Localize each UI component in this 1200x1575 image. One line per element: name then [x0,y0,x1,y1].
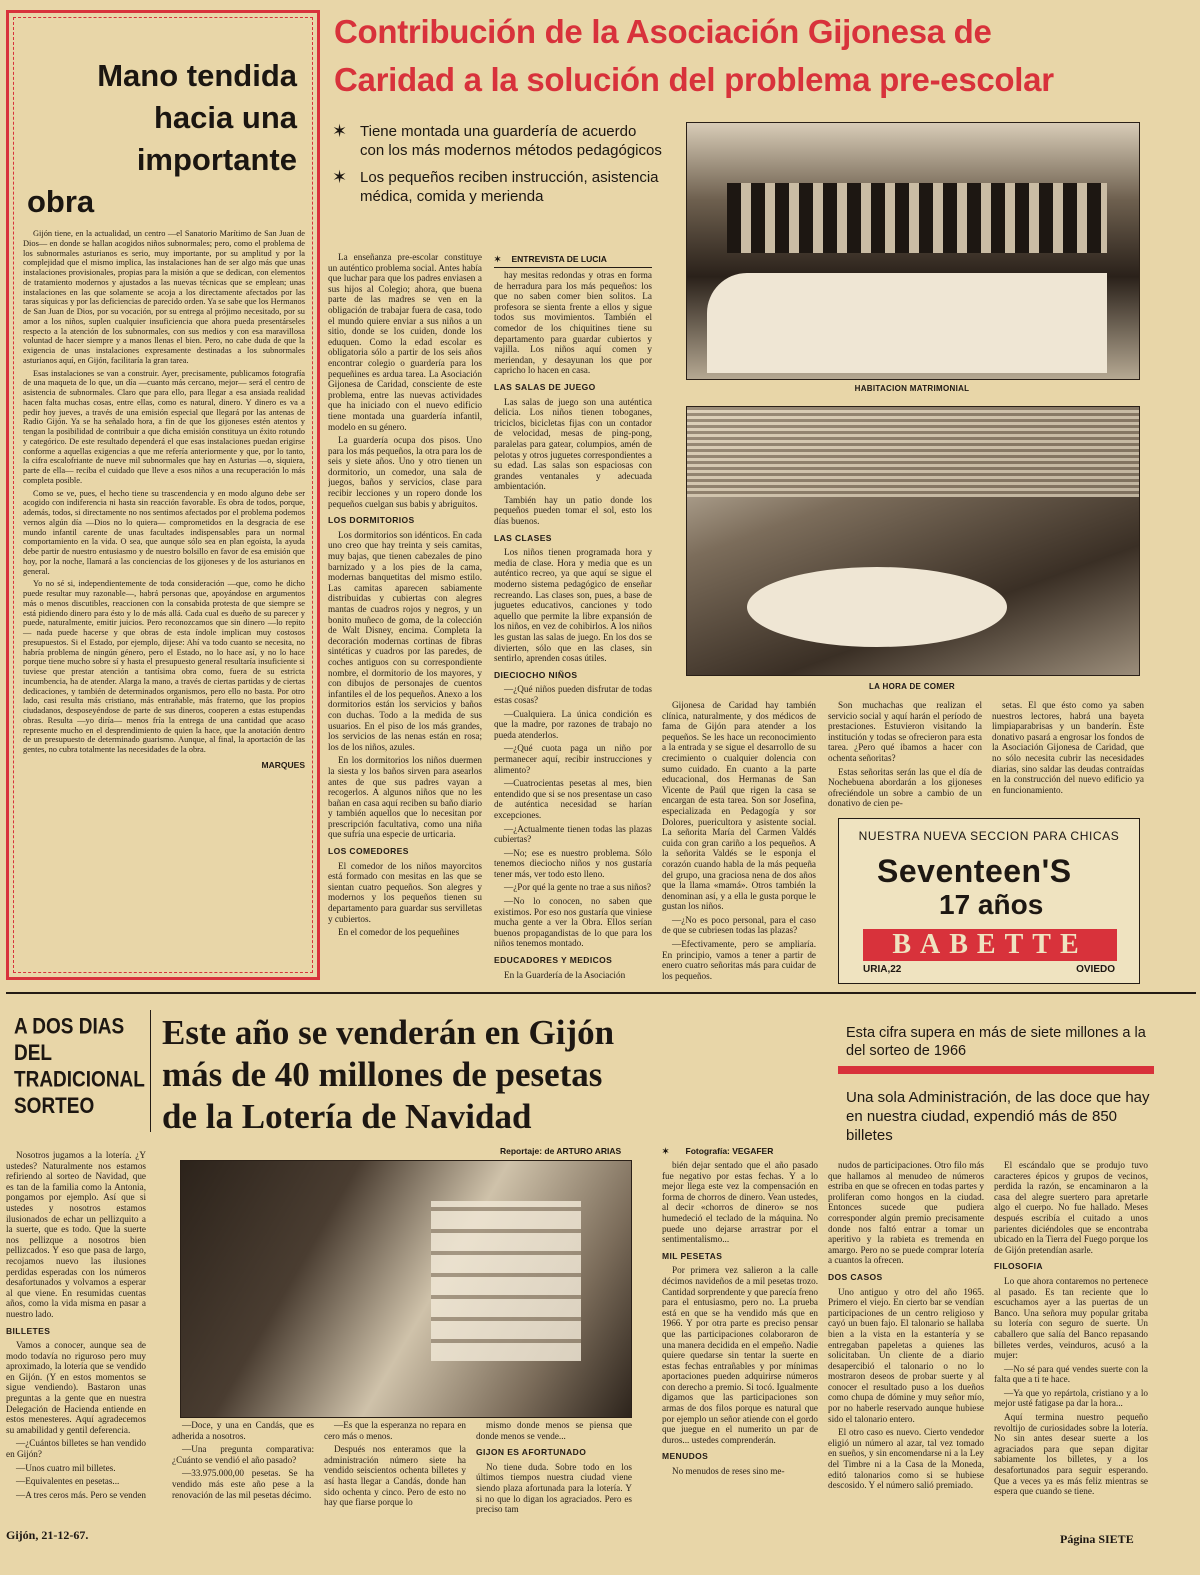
top-column-3 [662,700,816,990]
paragraph: —Unos cuatro mil billetes. [16,1462,116,1473]
paragraph: La guardería ocupa dos pisos. Uno para los más pequeños, la otra para los de seis y siete años. Uno y otro tienen un dormitorio, un comedor, una sala de juegos, baños y servicios, clase para recibir lecciones y un ropero donde los pequeños cuelgan sus babis y abriguitos. [328,435,482,509]
subheading: MIL PESETAS [662,1250,723,1261]
sidebar-paragraph: Como se ve, pues, el hecho tiene su trascendencia y en modo alguno debe ser acogido con indiferencia ni hasta sin reacción favorable. Es obra de todos, porque, además, todos, si directamente no nos sentimos afectados por el problema podemos vernos algún día —Dios no lo quiera— comprometidos en la desgracia de ese mundo infantil carente de unas facultades indispensables para un normal comportamiento en la vida. O sea, que aunque sólo sea en plan egoísta, la ayuda debe partir de nuestro entusiasmo y de nuestro bolsillo en favor de esa emisión que hoy, por la noche, llamará a las conciencias de los gijoneses y de los asturianos en general. [23,488,305,576]
col-content [324,1420,466,1508]
sidebar-title-line: Mano tendida [97,58,297,93]
kicker-line: TRADICIONAL [14,1068,145,1093]
paragraph: bién dejar sentado que el año pasado fue negativo por estas fechas. Y a lo mejor llega este vez la compensación en forma de chorros de dinero. Vean ustedes, al decir «chorros de dinero» se nos humedeció el teclado de la máquina. No puede uno dejarse arrastrar por el sentimentalismo... [662,1160,818,1245]
kicker-line: SORTEO [14,1094,95,1119]
col-content [662,1160,818,1477]
sidebar-title-line: importante [136,142,297,177]
paragraph: —¿Qué niños pueden disfrutar de todas estas cosas? [494,684,652,705]
star-icon: ✶ [662,1146,670,1156]
paragraph: Por primera vez salieron a la calle décimos navideños de a mil pesetas trozo. Cantidad sorprendente y que parecía freno para el entusiasmo, pero no. La prueba está en que se ha vendido más que en 1966. Y por otra parte es preciso pensar que las participaciones colaboraron de una manera decidida en el empeño. Nadie quiere quedarse sin tentar la suerte en estas fechas entrañables y por mínimas aportaciones pueden adquirirse números con derecho a premio. Si tocó. Igualmente digamos que las participaciones son armas de dos filos porque es natural que por ejemplo un señor atiende con el gordo que juegue en el numerito un par de duros... ustedes comprenderán. [662,1265,818,1445]
sidebar-paragraph: Yo no sé si, independientemente de toda consideración —que, como he dicho puede resultar muy razonable—, habrá personas que, apoyándose en argumentos más o menos discutibles, reaccionen con la consabida protesta de que siempre se está pidiendo dinero para ésto y lo de más allá. Cada cual es dueño de su parecer y puede, naturalmente, emitir juicios. Pero reconozcamos que sin dinero —lo repito— nada puede hacerse y que obras de esta índole implican muy costosos presupuestos. Si el Estado, por ejemplo, dijese: Ahí va todo cuanto se necesita, no habría problema de ningún género, pero el Estado, no lo hace así, y no lo hace porque tiene mucho sobre sí y hasta el presupuesto general resultaría insuficiente si tuviese que prestar atención a tantísima obra como, fuera de su estricta incumbencia, ha de atender. Alarga la mano, a través de ciertas partidas y de ciertas dedicaciones, y también de determinados organismos, pero ello no basta. Por otro lado, casi resulta más cristiano, más entrañable, más fraterno, que los propios ciudadanos, desposeyéndose de parte de sus dineros, cooperen a estas estupendas obras. Resulta —yo diría— menos fría la entrega de una cantidad que acaso represente mucho en el desprendimiento de quien la hace, que la anotación dentro de un presupuesto de determinado guarismo. Aunque, al final, la aportación de las gentes, no cubra totalmente las necesidades de la obra. [23,579,305,754]
subheading: MENUDOS [662,1451,709,1462]
sidebar-frame [6,10,320,980]
bottom-column-6 [828,1160,984,1520]
ad-years: 17 años [939,889,1044,920]
subheading: LAS CLASES [494,532,552,543]
bullet-text: Los pequeños reciben instrucción, asistencia médica, comida y merienda [360,169,659,205]
lottery-headline-line: de la Lotería de Navidad [162,1097,532,1136]
paragraph: Aquí termina nuestro pequeño revoltijo de curiosidades sobre la lotería. No sin antes desear suerte a los agraciados para que sepan digitar sabiamente los billetes, y a los desafortunados para seguir esperando. Que a veces ya es más feliz mientras se espera que cuando se tiene. [994,1412,1148,1497]
paragraph: —Doce, y una en Candás, que es adherida a nosotros. [172,1420,314,1441]
bottom-column-4 [476,1420,632,1520]
ad-store-logo [863,929,1117,961]
kicker-line: A DOS DIAS [14,1015,125,1040]
deck-red-rule [838,1066,1154,1074]
paragraph: —A tres ceros más. Pero se venden [16,1489,146,1500]
sidebar-paragraph: Gijón tiene, en la actualidad, un centro —el Sanatorio Marítimo de San Juan de Dios— en donde se hallan acogidos niños subnormales; pero, como el problema de los subnormales asturianos es serio, muy importante, por su amplitud y por la complejidad que el mismo implica, las instalaciones han de ser algo más que unas instalaciones provisionales, propias para la misión a que se dedican, con elementos de tratamiento modernos y ajustados a las nuevas técnicas que se emplean; unas instalaciones en las que solamente se acoja a los directamente afectados por las taras síquicas y por las deficiencias de parecido orden. Ya se sabe que los Hermanos de San Juan de Dios, por su vocación, por su entrega al prójimo necesitado, por su amor a los niños, suplen cualquier insuficiencia que ahora pueda presentárseles respecto a la atención de los subnormales, con sus medios y con esa maravillosa voluntad de hacer siempre y a manos llenas el bien. Pero, no cabe duda de que la exigencia de unas instalaciones expresamente destinadas a los subnormales asturianos aquí, en Gijón, facilitaría la gran tarea. [23,229,305,365]
subheading: DOS CASOS [828,1271,883,1282]
photo-table [747,567,1007,647]
paragraph: La enseñanza pre-escolar constituye un auténtico problema social. Antes había que luchar para que los padres enviasen a sus hijos al Colegio; ahora, que buena parte de las madres se ven en la obligación de trabajar fuera de casa, todo el mundo quiere enviar a sus niños a un sitio, donde se los cuiden, donde los eduquen. Como la edad escolar es obligatoria sólo a partir de los seis años encontrar colegio o guardería para los pequeñines es ardua tarea. La Asociación Gijonesa de Caridad, consciente de este problema, entre las nuevas actividades que ha iniciado con el nuevo edificio tiene montada una guardería infantil, modelo en su género. [328,252,482,432]
paragraph: —No sé para qué vendes suerte con la falta que a ti te hace. [994,1363,1148,1385]
kicker-line: DEL [14,1041,52,1066]
photo-bed [707,273,1107,373]
sidebar-title-line: obra [27,184,95,219]
paragraph: —¿Qué cuota paga un niño por permanecer aquí, recibir instrucciones y alimento? [494,743,652,775]
bullet-text: Tiene montada una guardería de acuerdo con los más modernos métodos pedagógicos [360,123,662,159]
section-divider [6,992,1196,994]
ad-brand: Seventeen'S [877,853,1072,889]
subheading: LOS DORMITORIOS [328,515,415,526]
paragraph: Gijonesa de Caridad hay también clínica, naturalmente, y dos médicos de fama de Gijón para atender a los pequeños. Se les hace un reconocimiento a la entrada y se sigue el desarrollo de su crecimiento o cualquier dolencia con sumo cuidado. En cuanto a la parte educacional, dos Hermanas de San Vicente de Paúl que rigen la casa se encargan de esta tarea. Son sor Josefina, especializada en Pedagogía y sor Dolores, puericultora y asistente social. La señorita María del Carmen Valdés cuida con gran cariño a los pequeños. A la señorita Valdés se le esponja el corazón cuando habla de la más pequeña del grupo, una graciosa nena de dos años que la llama «mamá». Otros también la denominan así, y a ella le gusta porque le gustan los niños. [662,700,816,912]
paragraph: —Es que la esperanza no repara en cero más o menos. [324,1420,466,1441]
star-icon: ✶ [332,167,348,187]
paragraph: —No; ese es nuestro problema. Sólo tenemos dieciocho niños y nos gustaría tener más, ver todo esto lleno. [494,847,652,879]
ad-section: NUESTRA NUEVA SECCION PARA CHICAS [858,829,1120,843]
bottom-column-2 [172,1420,314,1520]
paragraph: En la Guardería de la Asociación [504,969,626,980]
paragraph: Los dormitorios son idénticos. En cada uno creo que hay treinta y seis camitas, muy bajas, que tienen cabezales de pino barnizado y a los pies de la cama, modernas banquetitas del mismo estilo. Las camitas aparecen sabiamente distribuidas y cubiertas con alegres mantas de cuadros rojos y negros, y un bonito muñeco de goma, de la colección de Walt Disney, encima. Completa la decoración modernas cortinas de fibras sintéticas y cuadros por las paredes, de coches antiguos con su correspondiente nombre, el dormitorio de los mayores, y con dibujos de personajes de cuentos infantiles el de los pequeños. Anexo a los dormitorios están los servicios y baños con duchas. Todo a la medida de sus usuarios. En el piso de los más grandes, los servicios de las nenas están en rosa; los de los niños, azules. [328,529,482,752]
paragraph: —¿Actualmente tienen todas las plazas cubiertas? [494,823,652,845]
paragraph: nudos de participaciones. Otro filo más que hallamos al menudeo de números estriba en que se ofrecen en todas partes y proliferan como hongos en la ciudad. Entonces sucede que pudiera corresponder algún premio precisamente donde nos faltó entrar a tomar un aperitivo y la rabieta es tremenda en amargo. Pero no se puede comprar lotería a cuantos la ofrecen. [828,1160,984,1266]
paragraph: —Cuatrocientas pesetas al mes, bien entendido que si se nos presentase un caso de auténtica necesidad se harían excepciones. [494,778,652,820]
top-column-1 [328,252,482,984]
subheading: EDUCADORES Y MEDICOS [494,955,613,966]
paragraph: —¿Por qué la gente no trae a sus niños? [504,882,651,893]
paragraph: No menudos de reses sino me- [672,1466,785,1477]
sidebar-signature: MARQUES [261,759,305,770]
ad-address: URIA,22 [863,964,902,975]
photo-caption: HABITACION MATRIMONIAL [854,384,970,393]
photo-credit [662,1146,773,1157]
photo-credit-text: Fotografía: VEGAFER [685,1146,774,1156]
photo-caption: LA HORA DE COMER [869,682,955,691]
bottom-column-3 [324,1420,466,1520]
photo-dining [686,406,1140,676]
paragraph: Vamos a conocer, aunque sea de modo todavía no riguroso pero muy aproximado, la lotería que se vendido en Gijón. (Y en estos momentos se sigue vendiendo). Bastaron unas preguntas a la gente que en nuestra Delegación de Hacienda entiende en estos menesteres. Aquí agradecemos su amabilidad y gentil deferencia. [6,1340,146,1435]
paragraph: —No lo conocen, no saben que existimos. Por eso nos gustaría que viniese mucha gente a ver la Obra. Ellos serían buenos propagandistas de lo que para los niños tenemos montado. [494,896,652,949]
top-headline-line: Caridad a la solución del problema pre-escolar [334,61,1054,98]
col-content [476,1420,632,1515]
paragraph: Después nos enteramos que la administración número siete ha vendido seiscientos ochenta billetes y así hasta llegar a Candás, donde han sido ochenta y cinco. Pero de esto no hay que fiarse porque lo [324,1444,466,1508]
col-content [662,700,816,981]
col-content [6,1150,146,1500]
bullet-item [332,168,662,206]
paragraph: Nosotros jugamos a la lotería. ¿Y ustedes? Naturalmente nos estamos refiriendo al sorteo de Navidad, que es tan de la familia como la Antonia, pongamos por ejemplo. Así que si ustedes y nosotros estamos ilusionados de echar un pellizquito a la suerte, que es todo. Que la suerte nos pellizque a nosotros bien pellizcados. Y eso que pasa de largo, recojamos nuevo las ilusiones perdidas esperadas con los números desafortunados y volvamos a esperar al que viene. En resumidas cuentas años, como la vida misma en pasar a nuestro lado. [6,1150,146,1319]
paragraph: —¿No es poco personal, para el caso de que se cubriesen todas las plazas? [662,914,816,936]
paragraph: El comedor de los niños mayorcitos está formado con mesitas en las que se sientan cuatro pequeños. Son alegres y modernos y los pequeños tienen su departamento para guardar sus servilletas y cubiertos. [328,860,482,924]
footer-page: Página SIETE [1060,1532,1134,1546]
lottery-deck-2: Una sola Administración, de las doce que hay en nuestra ciudad, expendió más de 850 billetes [846,1089,1150,1144]
babette-ad [838,818,1140,984]
paragraph: Los niños tienen programada hora y media de clase. Hora y media que es un auténtico recreo, ya que aquí se sigue el moderno sistema pedagógico de enseñar recreando. Las clases son, pues, a base de juguetes educativos, canciones y todo aquello que permite la libre expansión de los niños, en vez de cohibirlos. A los niños les gustan las salas de juego. En los dos se divierten, sólo que en las clases, sin sentirlo, aprenden cosas útiles. [494,547,652,664]
paragraph: Lo que ahora contaremos no pertenece al pasado. Es tan reciente que lo escuchamos ayer a las puertas de un Banco. Una señora muy popular gritaba su lotería con seguro de suerte. Un caballero que salía del Banco repasando billetes verdes, veinduros, acusó a la mujer: [994,1275,1148,1361]
byline: Reportaje: de ARTURO ARIAS [500,1146,622,1156]
col-content [328,252,482,938]
paragraph: El escándalo que se produjo tuvo caracteres épicos y grupos de vecinos, perdida la razón, se encaminaron a la casa del alegre suertero para apretarle algo el cuerpo. No fue hallado. Meses después escribía el cuitado a unos parientes diciéndoles que se encontraba ubicado en la Tierra del Fuego porque los de Gijón pretendían asarle. [994,1160,1148,1255]
lottery-headline-line: Este año se venderán en Gijón [162,1013,615,1052]
sidebar-body [23,229,305,771]
interview-heading [494,254,652,268]
paragraph: —Cualquiera. La única condición es que la madre, por razones de trabajo no pueda atenderlos. [494,708,652,740]
sidebar-title-line: hacia una [154,100,297,135]
interview-heading-text: ENTREVISTA DE LUCIA [511,254,607,264]
subheading: DIECIOCHO NIÑOS [494,669,578,680]
col-content [992,700,1144,795]
subheading: BILLETES [6,1325,51,1336]
col-content [494,270,652,980]
bottom-column-1 [6,1150,146,1500]
paragraph: Son muchachas que realizan el servicio social y aquí harán el período de prestaciones. Estuvieron visitando la institución y todas se ofrecieron para esta tarea. ¿Pero qué ibamos a hacer con ochenta señoritas? [828,700,982,763]
paragraph: —33.975.000,00 pesetas. Se ha vendido más este año pese a la renovación de las mil pesetas décimo. [172,1468,314,1500]
bottom-column-7 [994,1160,1148,1520]
photo-tickets [431,1201,581,1361]
top-headline-line: Contribución de la Asociación Gijonesa de [334,13,992,50]
top-column-2 [494,270,652,984]
paragraph: —¿Cuántos billetes se han vendido en Gijón? [6,1438,146,1460]
lottery-kicker [14,1014,144,1120]
col-content [828,1160,984,1491]
paragraph: —Ya que yo repártola, cristiano y a lo mejor usté fatigase pa dar la hora... [994,1387,1148,1409]
footer-date: Gijón, 21-12-67. [6,1528,89,1542]
paragraph: No tiene duda. Sobre todo en los últimos tiempos nuestra ciudad viene siendo plaza afortunada para la lotería. Y si no que lo digan los agraciados. Pero es preciso tam [476,1461,632,1515]
sidebar-title [27,55,297,223]
paragraph: hay mesitas redondas y otras en forma de herradura para los más pequeños: los que no saben comer bien solitos. La profesora se sienta frente a ellos y sigue todos sus movimientos. También el comedor de los chiquitines tiene su departamento para guardar cubiertos y vajilla. Los niños aquí comen y meriendan, y desayunan los que por capricho lo hacen en casa. [494,270,652,376]
bottom-column-5 [662,1160,818,1520]
lottery-headline-line: más de 40 millones de pesetas [162,1055,603,1094]
ad-store-name: BABETTE [892,929,1088,960]
lottery-deck-1: Esta cifra supera en más de siete millones a la del sorteo de 1966 [846,1025,1146,1059]
col-content [994,1160,1148,1497]
subheading: LOS COMEDORES [328,846,409,857]
top-bullets [332,122,662,206]
photo-bedroom [686,122,1140,380]
sidebar-paragraph: Esas instalaciones se van a construir. Ayer, precisamente, publicamos fotografía de una maqueta de lo que, un día —cuanto más cercano, mejor— será el centro de asistencia de subnormales. Claro que para ello, para llegar a esa ansiada realidad hacen falta muchas cosas, entre ellas, como es natural, dinero. Y dinero es va a pedir hoy jueves, a través de una emisión especial que llegará por las antenas de Radio Gijón. Ya se ha señalado hora, a fin de que los gijoneses estén atentos y tengan la posibilidad de contribuir a que dicha emisión constituya un éxito rotundo y categórico. De este resultado dependerá el que esas instalaciones puedan erigirse conforme a aquellas exigencias a que me refería anteriormente y que, por lo tanto, la cifra escalofriante de nueve mil subnormales que hay en Asturias —o, siquiera, parte de ella— reciba el cuidado que lleve a esos niños a una recuperación lo más completa posible. [23,368,305,485]
subheading: GIJON ES AFORTUNADO [476,1447,587,1458]
top-headline [334,8,1196,104]
top-column-5 [992,700,1144,812]
bullet-item [332,122,662,160]
paragraph: Uno antiguo y otro del año 1965. Primero el viejo. En cierto bar se vendían participaciones de un centro religioso y cayó un buen fajo. El talonario se hallaba bien a la vista en la estantería y se entregaban papeletas a quienes las solicitaban. Un cliente de a diario desapercibió el talonario o no lo mostraron deseos de probar suerte y al conocer el resultado puso a los dueños como chupa de dómine y muy señor mío, por no haberle reservado aunque hubiese sido el talonario entero. [828,1286,984,1424]
paragraph: Las salas de juego son una auténtica delicia. Los niños tienen toboganes, triciclos, bicicletas fijas con un contador de velocidad, mesas de ping-pong, paralelas para gatear, columpios, amén de pelotas y otros juguetes correspondientes a su edad. Las salas son espaciosas con grandes ventanales y adecuada ambientación. [494,396,652,492]
paragraph: Estas señoritas serán las que el día de Nochebuena abordarán a los gijoneses ofreciéndole un sobre a cambio de un donativo de cien pe- [828,766,982,809]
star-icon: ✶ [494,254,502,264]
ad-city: OVIEDO [1076,964,1115,975]
paragraph: —Una pregunta comparativa: ¿Cuánto se vendió el año pasado? [172,1444,314,1465]
paragraph: mismo donde menos se piensa que donde menos se vende... [476,1420,632,1441]
subheading: LAS SALAS DE JUEGO [494,381,596,392]
paragraph: —Efectivamente, pero se ampliaría. En principio, vamos a tener a partir de enero cuatro señoritas más para cuidar de los pequeños. [662,939,816,981]
photo-lottery-kiosk [180,1160,632,1418]
top-column-4 [828,700,982,812]
subheading: FILOSOFIA [994,1261,1043,1272]
paragraph: El otro caso es nuevo. Cierto vendedor eligió un número al azar, tal vez tomado en sueños, y sin encomendarse ni a la Ley del Timbre ni a la Casa de la Moneda, editó talonarios como si se hubiese descosido. Y el número salió premiado. [828,1427,984,1491]
col-content [828,700,982,809]
photo-headboard [727,183,1107,253]
paragraph: setas. El que ésto como ya saben nuestros lectores, habrá una bayeta limpiaparabrisas y un banderín. Este donativo pasará a engrosar los fondos de la Asociación Gijonesa de Caridad, que no sólo necesita cubrir las necesidades diarias, sino saldar las deudas contraídas en la construcción del nuevo edificio ya en funcionamiento. [992,700,1144,795]
col-content [172,1420,314,1500]
paragraph: También hay un patio donde los pequeños pueden tomar el sol, esto los días buenos. [494,494,652,527]
paragraph: —Equivalentes en pesetas... [16,1476,120,1487]
lottery-headline [162,1012,828,1138]
paragraph: En los dormitorios los niños duermen la siesta y los baños sirven para asearlos antes de que sus padres vayan a recogerlos. A algunos niños que no les bañan en casa aquí reciben su baño diario y también aquellos que lo necesitan por prescripción facultativa, como una niña que sufría una especie de urticaria. [328,755,482,840]
kicker-divider [150,1010,151,1132]
paragraph: En el comedor de los pequeñines [338,927,460,938]
photo-window-blinds [687,407,1139,497]
star-icon: ✶ [332,121,348,141]
